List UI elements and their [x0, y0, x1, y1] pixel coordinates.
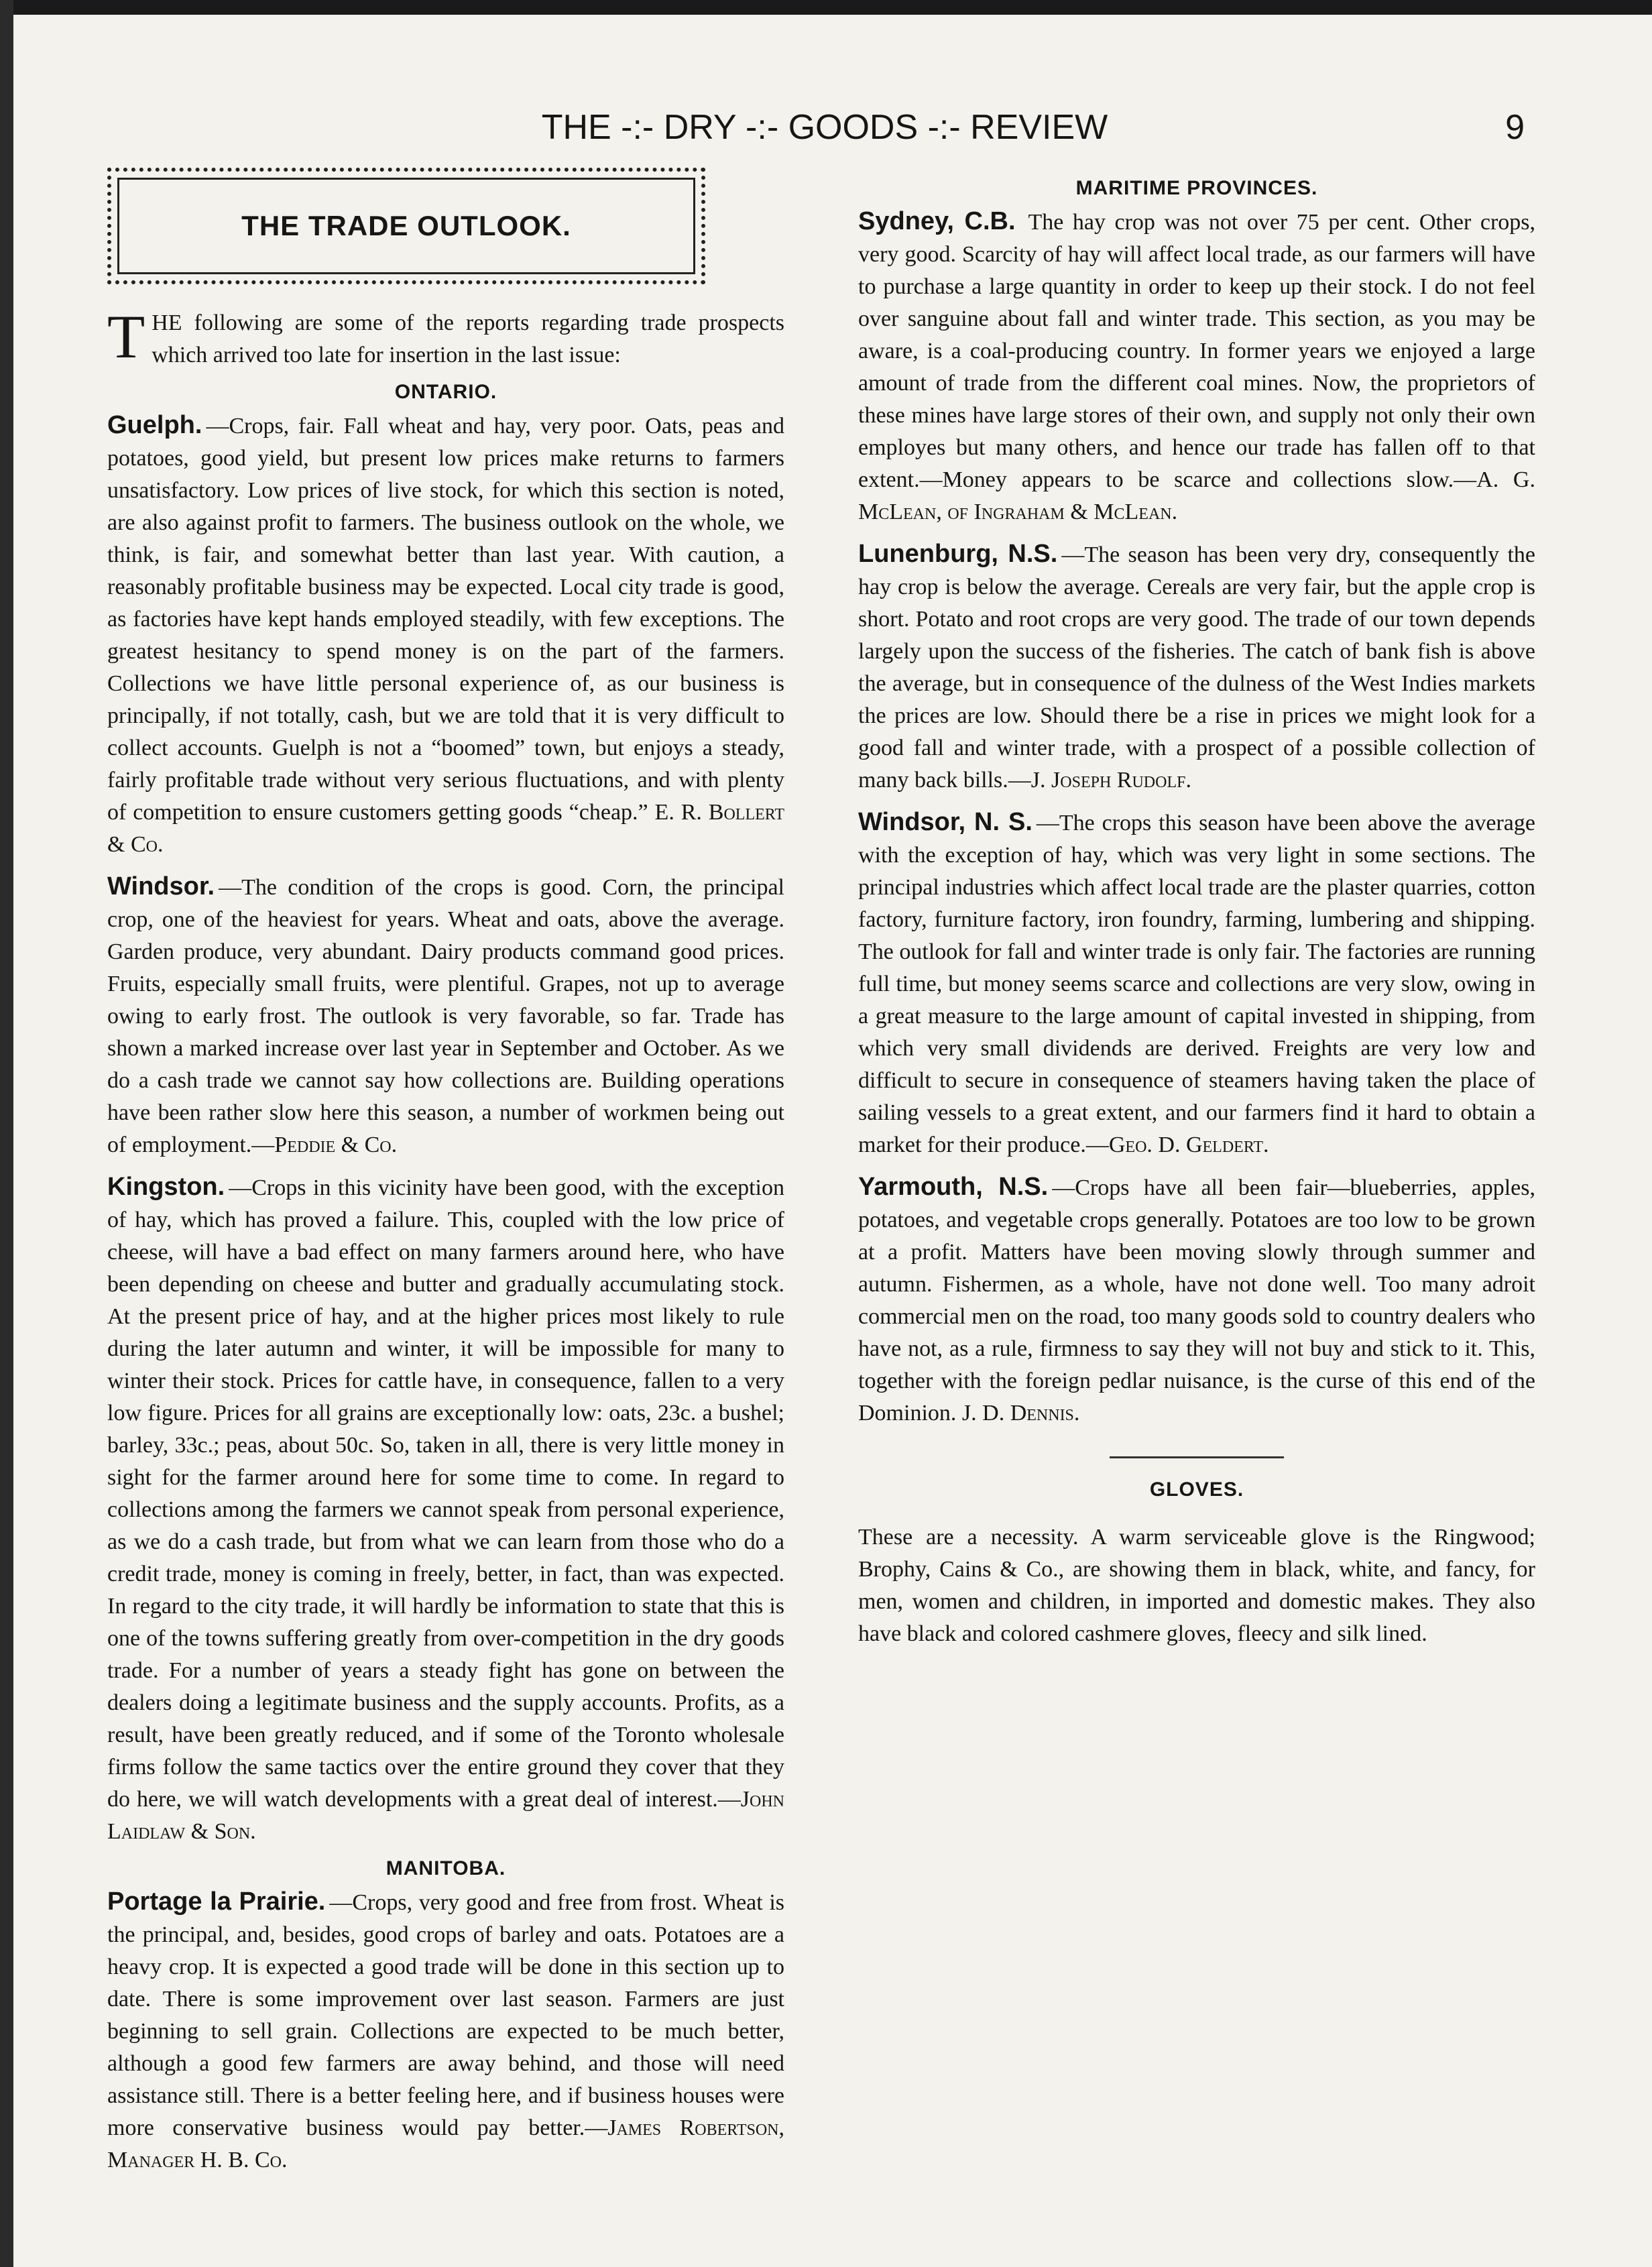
place-name: Lunenburg, N.S.	[858, 540, 1058, 568]
report-text: —Crops, very good and free from frost. Wheat is the principal, and, besides, good crops of barley and oats. Potatoes are a heavy crop. It is expected a good trade will be done in this section up to date. There is some improvement over last season. Farmers are just beginning to sell grain. Collections are expected to be much better, although a good few farmers are away behind, and those will need assistance still. There is a better feeling here, and if business houses were more conservative business would pay better.	[107, 1890, 784, 2140]
report-guelph	[107, 409, 784, 861]
report-yarmouth	[858, 1171, 1535, 1430]
report-text: The hay crop was not over 75 per cent. Other crops, very good. Scarcity of hay will affect local trade, as our farmers will have to purchase a large quantity in order to keep up their stock. I do not feel over sanguine about fall and winter trade. This section, as you may be aware, is a coal-producing country. In former years we enjoyed a large amount of trade from the different coal mines. Now, the proprietors of these mines have large stores of their own, and supply not only their own employes but many others, and hence our trade has fallen off to that extent.—Money appears to be scarce and collections slow.	[858, 210, 1536, 492]
intro-paragraph	[107, 302, 784, 371]
report-signature: —Geo. D. Geldert.	[1085, 1132, 1269, 1157]
place-name: Kingston.	[107, 1173, 225, 1201]
place-name: Guelph.	[107, 411, 202, 439]
article-title-box	[107, 168, 705, 284]
gloves-heading: GLOVES.	[1149, 1478, 1244, 1501]
intro-text: HE following are some of the reports regarding trade prospects which arrived too late for insertion in the last issue:	[152, 310, 784, 367]
report-signature: —Peddie & Co.	[251, 1132, 398, 1157]
report-text: —Crops in this vicinity have been good, with the exception of hay, which has proved a failure. This, coupled with the low price of cheese, will have a bad effect on many farmers around here, who have been depending on cheese and butter and gradually accumulating stock. At the present price of hay, and at the higher prices most likely to rule during the later autumn and winter, it will be impossible for many to winter their stock. Prices for cattle have, in consequence, fallen to a very low figure. Prices for all grains are exceptionally low: oats, 23c. a bushel; barley, 33c.; peas, about 50c. So, taken in all, there is very little money in sight for the farmer around here for some time to come. In regard to collections among the farmers we cannot speak from personal experience, as we do a cash trade, but from what we can learn from those who do a credit trade, money is coming in freely, better, in fact, than was expected. In regard to the city trade, it will hardly be information to state that this is one of the towns suffering greatly from over-competition in the dry goods trade. For a number of years a steady fight has gone on between the dealers doing a legitimate business and the supply accounts. Profits, as a result, have been greatly reduced, and if some of the Toronto wholesale firms follow the same tactics over the entire ground they cover that they do here, we will watch developments with a great deal of interest.	[107, 1175, 784, 1812]
section-divider	[1110, 1456, 1284, 1458]
page-number: 9	[1505, 108, 1525, 147]
drop-cap: T	[107, 302, 145, 371]
scan-binding-edge	[0, 0, 13, 2267]
left-column	[107, 168, 784, 2186]
place-name: Windsor.	[107, 872, 215, 900]
section-heading-ontario: ONTARIO.	[394, 381, 497, 403]
report-text: —The season has been very dry, consequently the hay crop is below the average. Cereals are very fair, but the apple crop is short. Potato and root crops are very good. The trade of our town depends largely upon the success of the fisheries. The catch of bank fish is above the average, but in consequence of the dulness of the West Indies markets the prices are low. Should there be a rise in prices we might look for a good fall and winter trade, with a prospect of a possible collection of many back bills.	[858, 542, 1535, 793]
report-signature: —James Robertson, Manager H. B. Co.	[107, 2115, 785, 2172]
section-heading-manitoba: MANITOBA.	[386, 1857, 506, 1879]
report-kingston	[107, 1171, 784, 1848]
place-name: Sydney, C.B.	[858, 207, 1016, 235]
section-heading-maritime: MARITIME PROVINCES.	[1075, 177, 1318, 199]
article-title: THE TRADE OUTLOOK.	[241, 210, 571, 241]
report-lunenburg	[858, 538, 1535, 797]
place-name: Portage la Prairie.	[107, 1887, 326, 1916]
report-windsor-ns	[858, 806, 1535, 1161]
running-header: THE -:- DRY -:- GOODS -:- REVIEW	[541, 108, 1108, 147]
report-signature: —J. Joseph Rudolf.	[1008, 768, 1191, 793]
place-name: Windsor, N. S.	[858, 808, 1032, 836]
report-signature: —John Laidlaw & Son.	[107, 1787, 784, 1844]
gloves-paragraph: These are a necessity. A warm serviceable glove is the Ringwood; Brophy, Cains & Co., are showing them in black, white, and fancy, for men, women and children, in imported and domestic makes. They also have black and colored cashmere gloves, fleecy and silk lined.	[858, 1525, 1535, 1646]
report-text: —Crops have all been fair—blueberries, apples, potatoes, and vegetable crops generally. Potatoes are too low to be grown at a profit. Matters have been moving slowly through summer and autumn. Fishermen, as a whole, have not done well. Too many adroit commercial men on the road, too many goods sold to country dealers who have not, as a rule, firmness to say they will not buy and stick to it. This, together with the foreign pedlar nuisance, is the curse of this end of the Dominion.	[858, 1175, 1535, 1426]
report-signature: —A. G. McLean, of Ingraham & McLean.	[858, 467, 1535, 524]
report-windsor-ont	[107, 870, 784, 1161]
scan-top-border	[0, 0, 1652, 15]
report-sydney	[858, 205, 1535, 528]
report-signature: J. D. Dennis.	[961, 1401, 1080, 1426]
place-name: Yarmouth, N.S.	[858, 1173, 1049, 1201]
report-portage-la-prairie	[107, 1885, 784, 2176]
report-text: —The crops this season have been above the average with the exception of hay, which was very light in some sections. The principal industries which affect local trade are the plaster quarries, cotton factory, furniture factory, iron foundry, farming, lumbering and shipping. The outlook for fall and winter trade is only fair. The factories are running full time, but money seems scarce and collections are very slow, owing in a great measure to the large amount of capital invested in shipping, from which very small dividends are derived. Freights are very low and difficult to secure in consequence of steamers having taken the place of sailing vessels to a great extent, and our farmers find it hard to obtain a market for their produce.	[858, 811, 1535, 1157]
report-text: —The condition of the crops is good. Corn, the principal crop, one of the heaviest for years. Wheat and oats, above the average. Garden produce, very abundant. Dairy products command good prices. Fruits, especially small fruits, were plentiful. Grapes, not up to average owing to early frost. The outlook is very favorable, so far. Trade has shown a marked increase over last year in September and October. As we do a cash trade we cannot say how collections are. Building operations have been rather slow here this season, a number of workmen being out of employment.	[107, 875, 784, 1157]
report-text: —Crops, fair. Fall wheat and hay, very poor. Oats, peas and potatoes, good yield, but present low prices make returns to farmers unsatisfactory. Low prices of live stock, for which this section is noted, are also against profit to farmers. The business outlook on the whole, we think, is fair, and somewhat better than last year. With caution, a reasonably profitable business may be expected. Local city trade is good, as factories have kept hands employed steadily, with few exceptions. The greatest hesitancy to spend money is on the part of the farmers. Collections we have little personal experience of, as our business is principally, if not totally, cash, but we are told that it is very difficult to collect accounts. Guelph is not a “boomed” town, but enjoys a steady, fairly profitable trade without very serious fluctuations, and with plenty of competition to ensure customers getting goods “cheap.”	[107, 414, 784, 825]
right-column	[858, 168, 1535, 1660]
report-signature: E. R. Bollert & Co.	[107, 800, 784, 857]
